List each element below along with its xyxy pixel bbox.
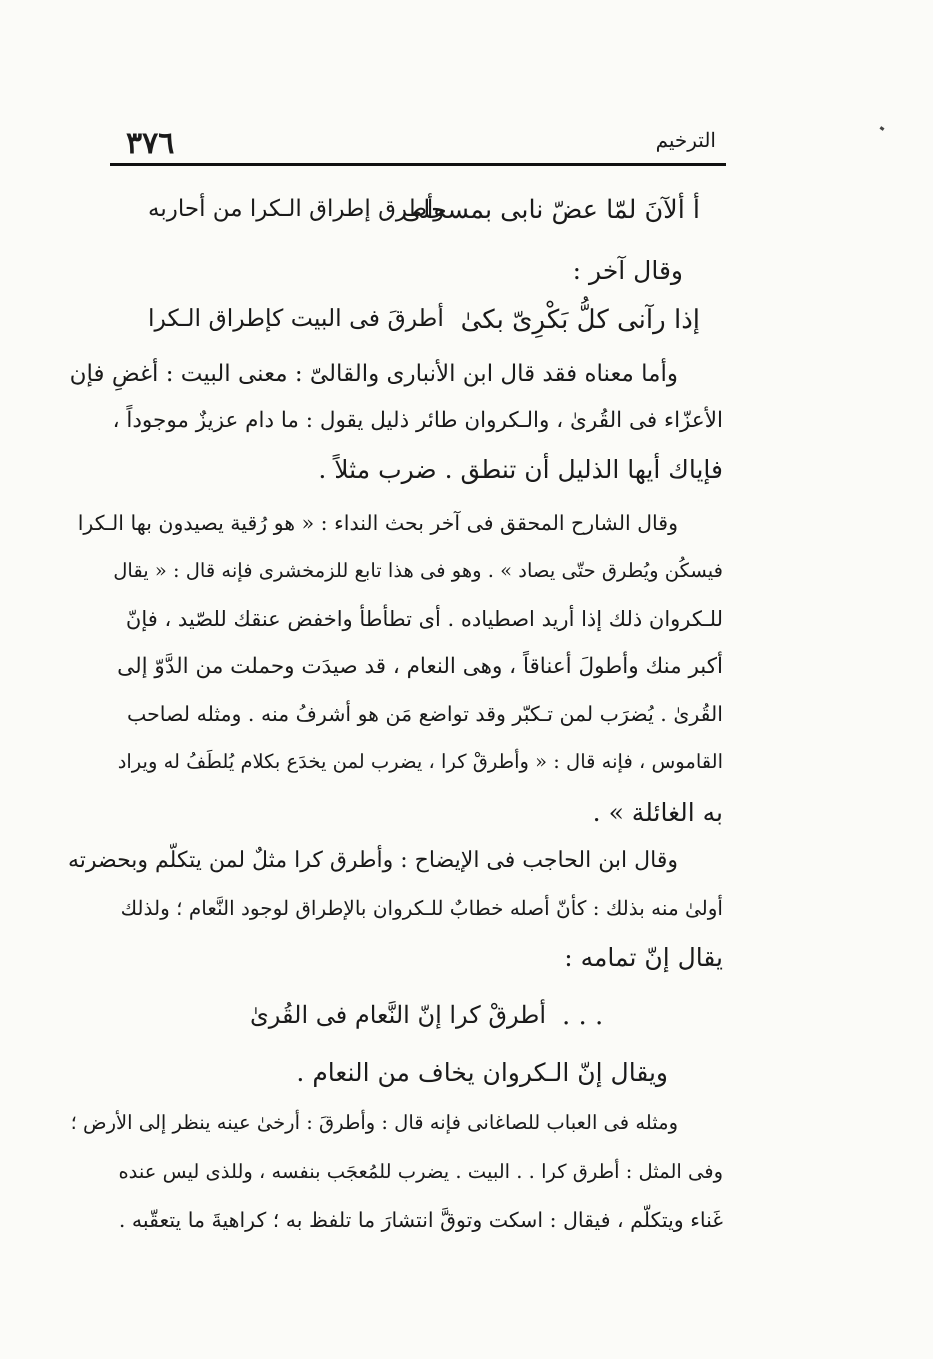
verse2-hemistich2: أطرقَ فى البيت كإطراق الـكرا [148,304,444,332]
para2-line7: به الغائلة » . [592,798,723,827]
para1-line3: فإياك أيها الذليل أن تنطق . ضرب مثلاً . [318,455,723,484]
para5-line3: غَناء ويتكلّم ، فيقال : اسكت وتوقَّ انتشارَ ما تلفظ به ؛ كراهيةَ ما يتعقّبه . [118,1208,723,1232]
para2-line1: وقال الشارح المحقق فى آخر بحث النداء : « هو رُقية يصيدون بها الـكرا [77,511,678,535]
verse3: أطرقْ كرا إنّ النَّعام فى القُرىٰ [249,1001,546,1029]
verse3-ellipsis: . . . [562,1001,604,1031]
para5-line1: ومثله فى العباب للصاغانى فإنه قال : وأطرقَ : أرخىٰ عينه ينظر إلى الأرض ؛ [70,1111,678,1134]
para1-line1: وأما معناه فقد قال ابن الأنبارى والقالىّ : معنى البيت : أغضِ فإن [69,361,678,387]
running-head: الترخيم [655,128,716,152]
para4-line1: ويقال إنّ الـكروان يخاف من النعام . [296,1058,668,1087]
para3-line3: يقال إنّ تمامه : [564,943,723,972]
para2-line5: القُرىٰ . يُضرَب لمن تـكبّر وقد تواضع مَن هو أشرفُ منه . ومثله لصاحب [126,702,723,726]
para2-line3: للـكروان ذلك إذا أريد اصطياده . أى تطأطأ واخفض عنقك للصّيد ، فإنّ [125,607,723,631]
page-number: ٣٧٦ [126,126,175,161]
para1-line2: الأعزّاء فى القُرىٰ ، والـكروان طائر ذليل يقول : ما دام عزيزٌ موجوداً ، [112,408,723,433]
para2-line4: أكبر منك وأطولَ أعناقاً ، وهى النعام ، قد صيدَت وحملت من الدَّوّ إلى [117,654,723,679]
para2-line2: فيسكُن ويُطرق حتّى يصاد » . وهو فى هذا تابع للزمخشرى فإنه قال : « يقال [113,559,723,582]
para3-line1: وقال ابن الحاجب فى الإيضاح : وأطرق كرا مثلٌ لمن يتكلّم وبحضرته [67,848,678,873]
page-header [118,122,728,162]
scan-speck [880,126,885,131]
verse1-hemistich2: وأطرق إطراق الـكرا من أحاربه [148,196,445,222]
para2-line6: القاموس ، فإنه قال : « وأطرقْ كرا ، يضرب لمن يخدَع بكلام يُلطَفُ له ويراد [117,750,723,773]
para3-line2: أولىٰ منه بذلك : كأنّ أصله خطابٌ للـكروان بالإطراق لوجود النَّعام ؛ ولذلك [120,896,723,920]
verse2-hemistich1: إذا رآنى كلُّ بَكْرِىّ بكىٰ [460,305,700,335]
para5-line2: وفى المثل : أطرق كرا . . البيت . يضرب للمُعجَب بنفسه ، وللذى ليس عنده [118,1160,723,1183]
header-rule [110,163,726,166]
verse1-hemistich1: أ ألآنَ لمّا عضّ نابى بمسحلى [401,195,700,225]
intro-another-poet: وقال آخر : [572,256,683,285]
